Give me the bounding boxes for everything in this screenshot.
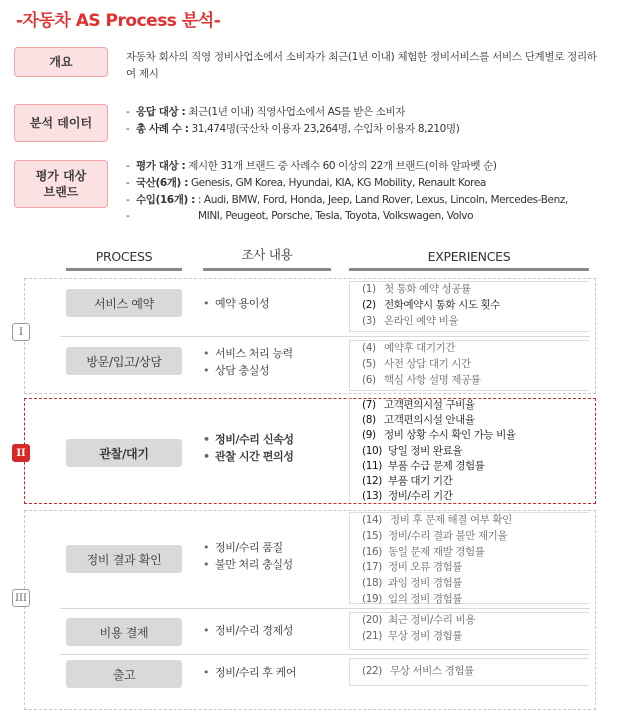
- row-divider: [60, 608, 590, 609]
- header-underline: [349, 268, 589, 271]
- brands-item: - 국산(6개) : Genesis, GM Korea, Hyundai, KIA, KG Mobility, Renault Korea: [126, 175, 568, 192]
- survey-item: • 상담 충실성: [203, 363, 331, 380]
- experience-item: (8) 고객편의시설 안내율: [362, 414, 475, 427]
- row-divider: [60, 336, 590, 337]
- analysis-list: [126, 104, 459, 138]
- experience-item: (10) 당일 정비 완료율: [362, 444, 463, 457]
- experience-item: (16) 동일 문제 재발 경험률: [362, 545, 485, 558]
- survey-item: • 정비/수리 후 케어: [203, 665, 331, 682]
- process-payment: 비용 결제: [66, 618, 182, 646]
- brands-list: [126, 158, 568, 225]
- experience-item: (6) 핵심 사항 설명 제공률: [362, 373, 481, 386]
- overview-label: 개요: [14, 47, 108, 77]
- experience-item: (22) 무상 서비스 경험률: [362, 665, 474, 677]
- experience-list: [349, 658, 589, 686]
- brands-item-cont: - MINI, Peugeot, Porsche, Tesla, Toyota, Volkswagen, Volvo: [126, 208, 568, 225]
- stage-badge-1: I: [12, 323, 30, 341]
- experience-item: (4) 예약후 대기기간: [362, 342, 456, 354]
- experience-item: (3) 온라인 예약 비율: [362, 314, 459, 327]
- experience-item: (15) 정비/수리 결과 불만 제기율: [362, 529, 508, 542]
- experience-list: [349, 340, 589, 391]
- experience-item: (11) 부품 수급 문제 경험률: [362, 459, 485, 472]
- row-divider: [60, 654, 590, 655]
- experience-list: [349, 612, 589, 650]
- experience-item: (2) 전화예약시 통화 시도 횟수: [362, 298, 500, 311]
- experience-item: (1) 첫 통화 예약 성공률: [362, 283, 471, 295]
- process-reservation: 서비스 예약: [66, 289, 182, 317]
- survey-list: [203, 540, 331, 573]
- process-observe-wait: 관찰/대기: [66, 439, 182, 467]
- experience-item: (20) 최근 정비/수리 비용: [362, 614, 475, 626]
- experience-item: (7) 고객편의시설 구비율: [362, 399, 475, 411]
- survey-list: [203, 665, 331, 682]
- stage-badge-2: II: [12, 444, 30, 462]
- experience-item: (5) 사전 상담 대기 시간: [362, 357, 471, 370]
- survey-item: • 정비/수리 경제성: [203, 623, 331, 640]
- header-underline: [66, 268, 182, 271]
- experience-list: [349, 512, 589, 604]
- process-delivery: 출고: [66, 660, 182, 688]
- analysis-label: 분석 데이터: [14, 104, 108, 142]
- survey-item: • 관찰 시간 편의성: [203, 449, 331, 466]
- survey-item: • 불만 처리 충실성: [203, 557, 331, 574]
- experience-list: [349, 398, 589, 502]
- survey-item: • 서비스 처리 능력: [203, 346, 331, 363]
- process-result-check: 정비 결과 확인: [66, 545, 182, 573]
- survey-list: [203, 623, 331, 640]
- header-underline: [203, 268, 331, 271]
- survey-item: • 정비/수리 품질: [203, 540, 331, 557]
- experience-item: (18) 과잉 정비 경험률: [362, 577, 463, 589]
- header-survey: 조사 내용: [241, 247, 293, 262]
- experience-list: [349, 281, 589, 332]
- experience-item: (17) 정비 오류 경험률: [362, 561, 463, 574]
- survey-list: [203, 432, 331, 465]
- header-process: PROCESS: [95, 249, 153, 264]
- header-experiences: EXPERIENCES: [427, 249, 511, 264]
- survey-list: [203, 346, 331, 379]
- process-visit: 방문/입고/상담: [66, 347, 182, 375]
- overview-text: 자동차 회사의 직영 정비사업소에서 소비자가 최근(1년 이내) 체험한 정비서비스를 서비스 단계별로 정리하여 제시: [126, 51, 597, 80]
- experience-item: (19) 임의 정비 경험률: [362, 592, 463, 605]
- experience-item: (9) 정비 상황 수시 확인 가능 비율: [362, 429, 516, 442]
- stage-badge-3: III: [12, 589, 30, 607]
- brands-label: 평가 대상 브랜드: [14, 160, 108, 208]
- survey-item: • 정비/수리 신속성: [203, 432, 331, 449]
- experience-item: (12) 부품 대기 기간: [362, 475, 453, 488]
- page-title: -자동차 AS Process 분석-: [16, 11, 221, 31]
- survey-list: [203, 296, 331, 313]
- experience-item: (21) 무상 정비 경험률: [362, 629, 463, 642]
- analysis-item: - 총 사례 수 : 31,474명(국산차 이용자 23,264명, 수입차 이용자 8,210명): [126, 121, 459, 138]
- experience-item: (14) 정비 후 문제 해결 여부 확인: [362, 514, 512, 526]
- brands-item: - 평가 대상 : 제시한 31개 브랜드 중 사례수 60 이상의 22개 브랜드(이하 알파벳 순): [126, 158, 568, 175]
- analysis-item: - 응답 대상 : 최근(1년 이내) 직영사업소에서 AS를 받은 소비자: [126, 104, 459, 121]
- experience-item: (13) 정비/수리 기간: [362, 490, 453, 503]
- survey-item: • 예약 용이성: [203, 296, 331, 313]
- brands-item: - 수입(16개) : : Audi, BMW, Ford, Honda, Jeep, Land Rover, Lexus, Lincoln, Mercedes-Benz,: [126, 192, 568, 209]
